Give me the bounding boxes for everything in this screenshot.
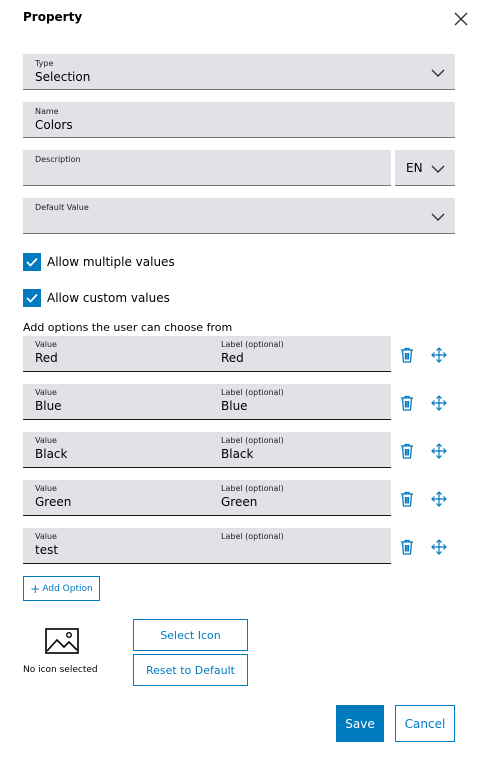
- label-caption: Label (optional): [221, 484, 284, 493]
- option-value[interactable]: test: [35, 543, 59, 557]
- label-caption: Label (optional): [221, 340, 284, 349]
- value-caption: Value: [35, 436, 57, 445]
- allow-custom-label: Allow custom values: [47, 291, 170, 305]
- value-caption: Value: [35, 388, 57, 397]
- allow-custom-checkbox[interactable]: [23, 289, 41, 307]
- trash-icon[interactable]: [400, 491, 414, 507]
- move-icon[interactable]: [431, 395, 447, 411]
- option-value[interactable]: Black: [35, 447, 68, 461]
- move-icon[interactable]: [431, 443, 447, 459]
- name-value: Colors: [35, 118, 73, 132]
- option-value[interactable]: Red: [35, 351, 58, 365]
- option-row[interactable]: [23, 384, 391, 420]
- allow-custom-checkbox-row[interactable]: [23, 289, 170, 307]
- option-label[interactable]: Blue: [221, 399, 248, 413]
- option-row[interactable]: [23, 432, 391, 468]
- trash-icon[interactable]: [400, 347, 414, 363]
- select-icon-button[interactable]: Select Icon: [133, 619, 248, 651]
- label-caption: Label (optional): [221, 388, 284, 397]
- description-field[interactable]: [23, 150, 391, 186]
- allow-multiple-checkbox-row[interactable]: [23, 253, 175, 271]
- option-label[interactable]: Green: [221, 495, 258, 509]
- option-row[interactable]: [23, 336, 391, 372]
- cancel-button[interactable]: Cancel: [395, 705, 455, 742]
- option-row[interactable]: [23, 528, 391, 564]
- trash-icon[interactable]: [400, 443, 414, 459]
- add-option-label: Add Option: [42, 583, 93, 594]
- chevron-down-icon: [431, 164, 445, 174]
- language-select[interactable]: [395, 150, 455, 186]
- chevron-down-icon: [431, 68, 445, 78]
- type-label: Type: [35, 59, 54, 68]
- dialog-title: Property: [23, 10, 83, 24]
- option-row[interactable]: [23, 480, 391, 516]
- value-caption: Value: [35, 484, 57, 493]
- option-value[interactable]: Blue: [35, 399, 62, 413]
- label-caption: Label (optional): [221, 532, 284, 541]
- value-caption: Value: [35, 532, 57, 541]
- move-icon[interactable]: [431, 539, 447, 555]
- add-option-button[interactable]: [23, 576, 100, 601]
- options-heading: Add options the user can choose from: [23, 321, 233, 334]
- plus-icon: +: [30, 581, 41, 596]
- move-icon[interactable]: [431, 347, 447, 363]
- trash-icon[interactable]: [400, 539, 414, 555]
- language-value: EN: [406, 161, 423, 175]
- default-value-select[interactable]: [23, 198, 455, 234]
- name-field[interactable]: [23, 102, 455, 138]
- description-label: Description: [35, 155, 81, 164]
- type-value: Selection: [35, 70, 91, 84]
- reset-to-default-button[interactable]: Reset to Default: [133, 654, 248, 686]
- close-icon[interactable]: [452, 10, 470, 28]
- name-label: Name: [35, 107, 59, 116]
- save-button[interactable]: Save: [336, 705, 384, 742]
- option-label[interactable]: Red: [221, 351, 244, 365]
- icon-status: No icon selected: [23, 665, 98, 675]
- allow-multiple-label: Allow multiple values: [47, 255, 175, 269]
- trash-icon[interactable]: [400, 395, 414, 411]
- label-caption: Label (optional): [221, 436, 284, 445]
- option-value[interactable]: Green: [35, 495, 72, 509]
- allow-multiple-checkbox[interactable]: [23, 253, 41, 271]
- default-value-label: Default Value: [35, 203, 89, 212]
- type-select[interactable]: [23, 54, 455, 90]
- image-placeholder-icon: [44, 627, 80, 655]
- chevron-down-icon: [431, 212, 445, 222]
- value-caption: Value: [35, 340, 57, 349]
- option-label[interactable]: Black: [221, 447, 254, 461]
- move-icon[interactable]: [431, 491, 447, 507]
